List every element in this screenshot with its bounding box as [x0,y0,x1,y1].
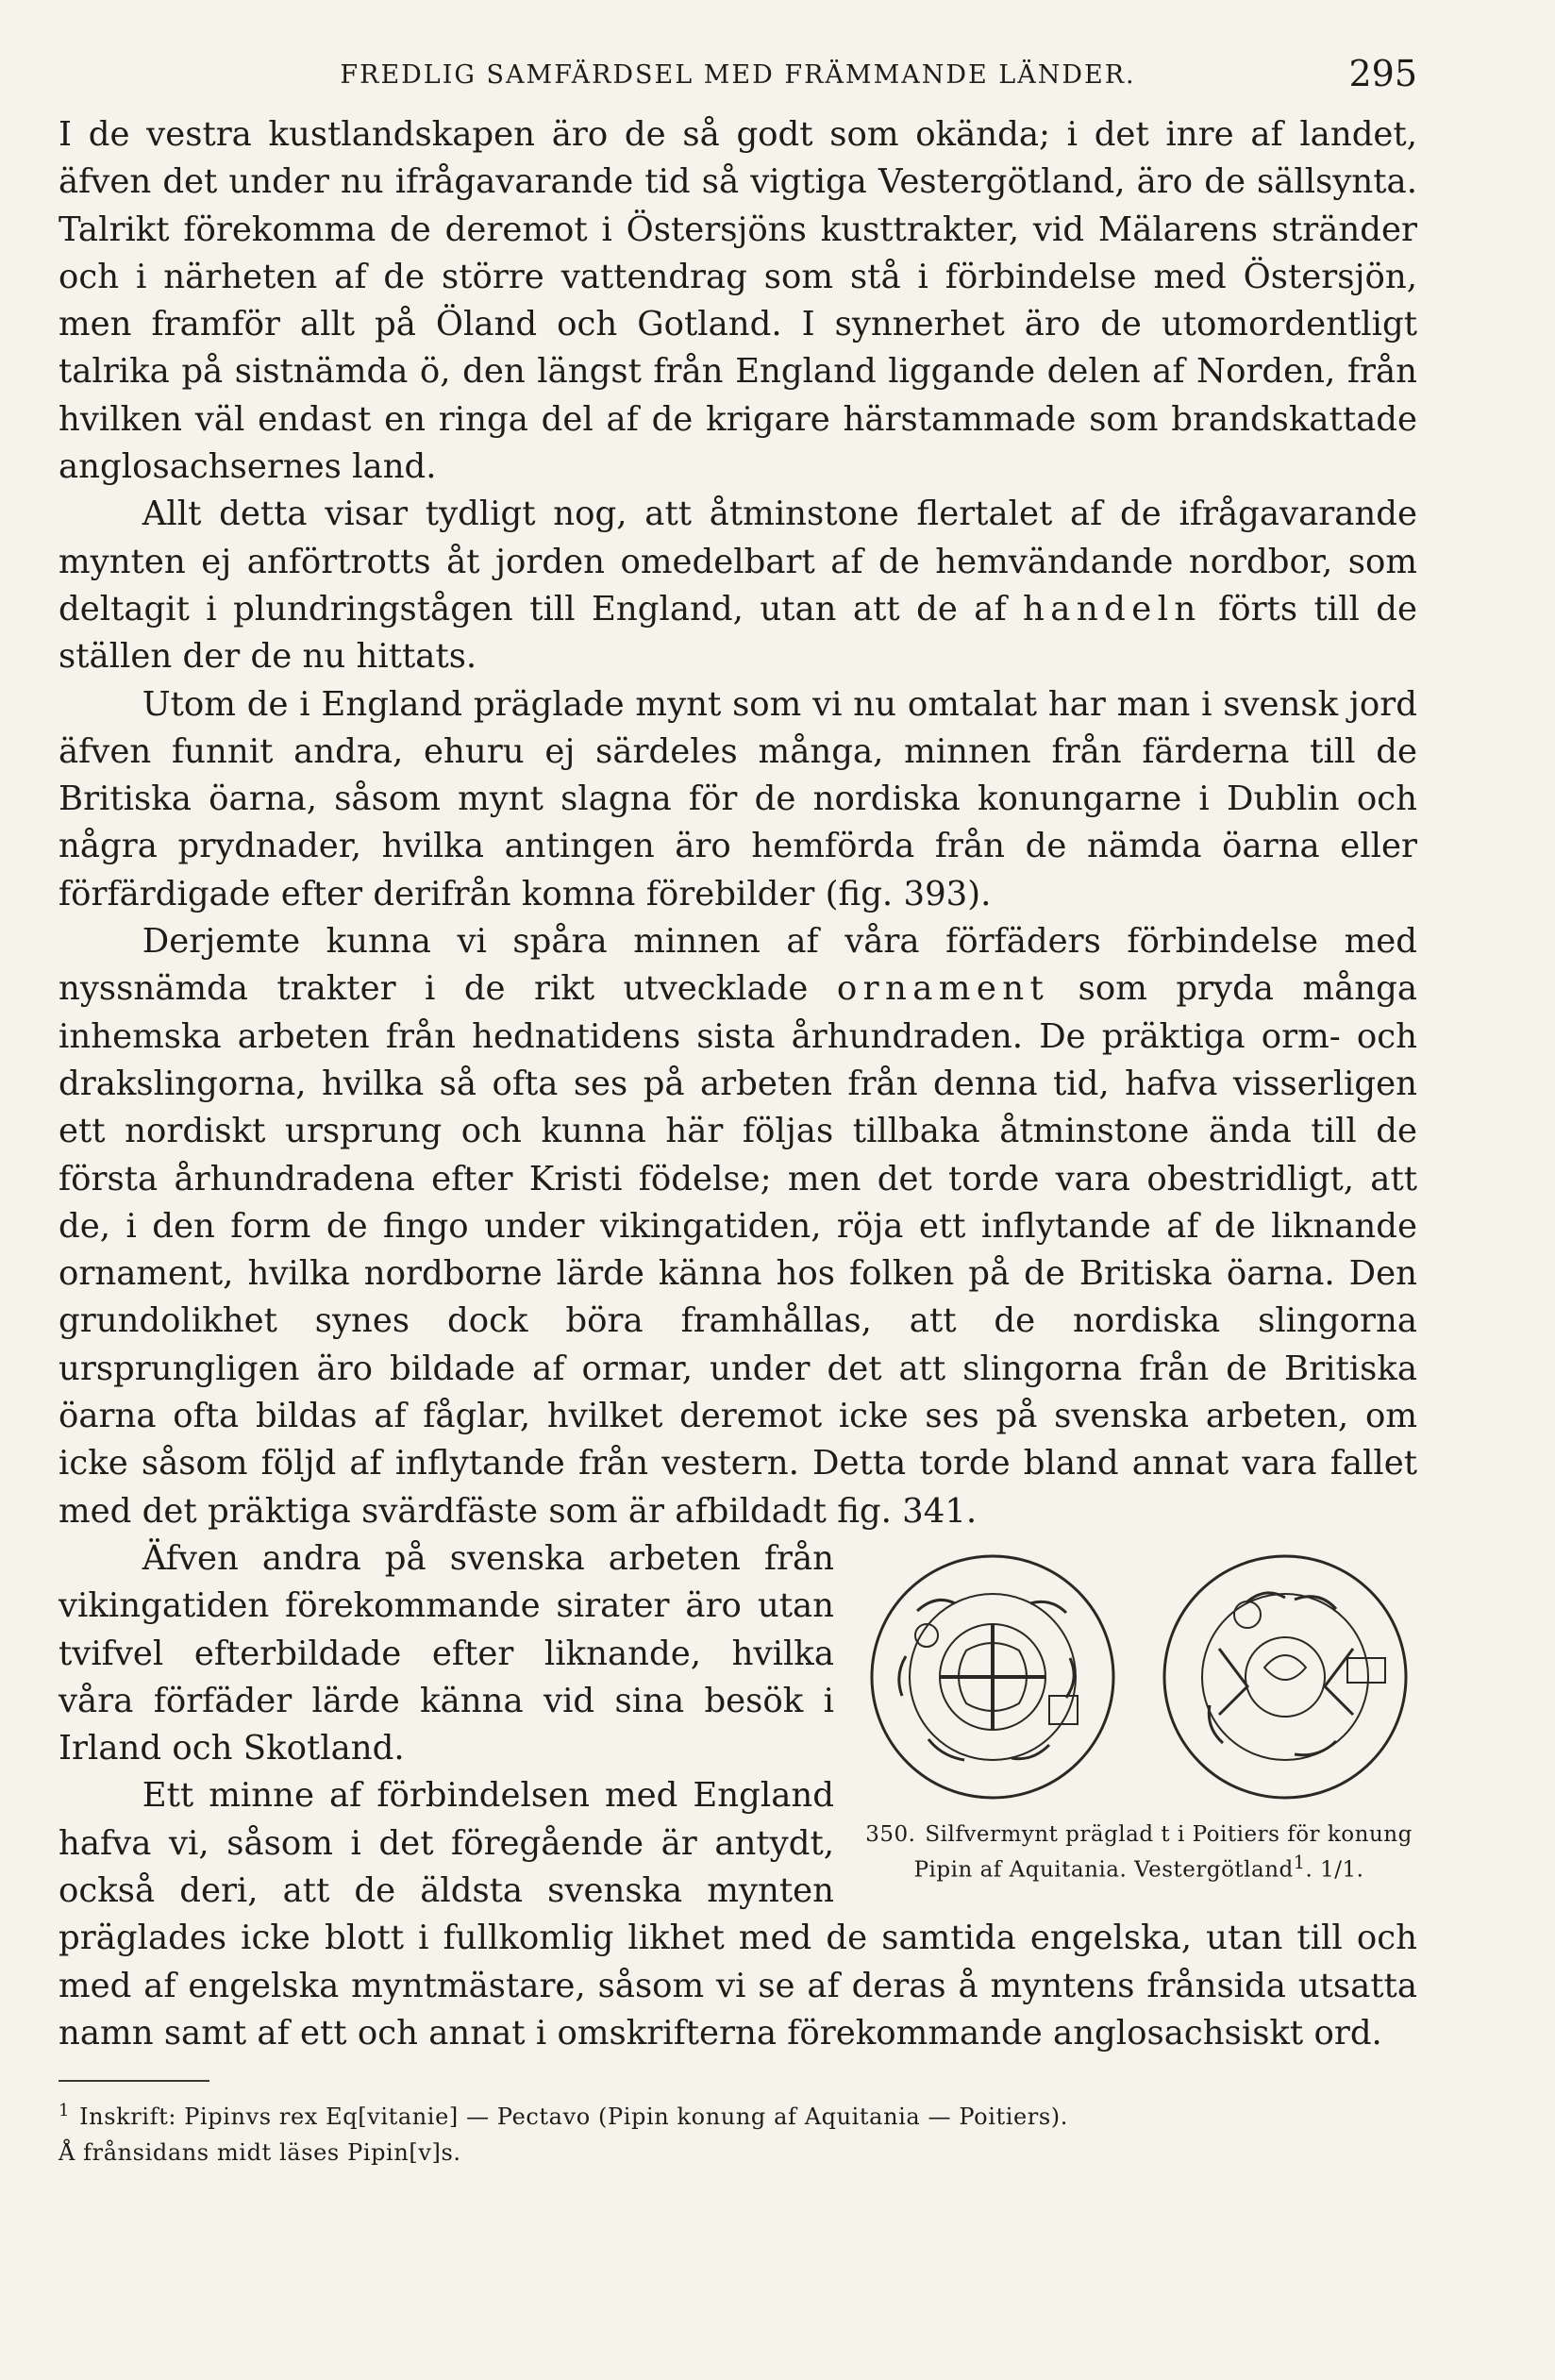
paragraph-2 [59,491,1417,680]
paragraph-2-text-a: Allt detta visar tydligt nog, att åtminstone flertalet af de ifrågavarande mynten ej anförtrotts åt jorden omedelbart af de hemvändande nordbor, som deltagit i plundringstågen till England, utan att de af [59,494,1417,629]
figure-scale: 1/1. [1320,1857,1364,1883]
footnote-marker: 1 [59,2101,71,2121]
paragraph-6: Ett minne af förbindelsen med England hafva vi, såsom i det föregående är antydt, också deri, att de äldsta svenska mynten präglades icke blott i fullkomlig likhet med de samtida engelska, utan till och med af engelska myntmästare, såsom vi se af deras å myntens frånsida utsatta namn samt af ett och annat i omskrifterna förekommande anglosachsiskt ord. [59,1776,1417,2053]
paragraph-4-text-a: Derjemte kunna vi spåra minnen af våra förfäders förbindelse med nyssnämda trakter i de rikt utvecklade [59,922,1417,1009]
running-head [59,53,1417,111]
paragraph-1: I de vestra kustlandskapen äro de så godt som okända; i det inre af landet, äfven det under nu ifrågavarande tid så vigtiga Vestergötland, äro de sällsynta. Talrikt förekomma de deremot i Östersjöns kusttrakter, vid Mälarens stränder och i närheten af de större vattendrag som stå i förbindelse med Östersjön, men framför allt på Öland och Gotland. I synnerhet äro de utomordentligt talrika på sistnämda ö, den längst från England liggande delen af Norden, från hvilken väl endast en ringa del af de krigare härstammade som brandskattade anglosachsernes land. [59,115,1417,487]
figure-caption-footnote-mark: 1 [1293,1851,1306,1873]
running-title: FREDLIG SAMFÄRDSEL MED FRÄMMANDE LÄNDER. [340,60,1136,90]
page-number: 295 [1348,53,1417,94]
coin-pair [861,1545,1417,1809]
paragraph-4-emphasis: ornament [836,969,1050,1009]
footnote-rule [59,2080,209,2082]
paragraph-2-text-b: förts till de ställen der de nu hittats. [59,589,1417,677]
book-page [59,53,1417,2170]
coin-figure [861,1545,1417,1885]
figure-caption-text: Silfvermynt präglad t i Poitiers för konung Pipin af Aquitania. Vestergötland [913,1821,1413,1883]
paragraph-4 [59,918,1417,1535]
body-text [59,111,1417,2057]
paragraph-4-text-b: som pryda många inhemska arbeten från hednatidens sista århundraden. De präktiga orm- och drakslingorna, hvilka så ofta ses på arbeten från denna tid, hafva visserligen ett nordiskt ursprung och kunna här följas tillbaka åtminstone ända till de första århundradena efter Kristi födelse; men det torde vara obestridligt, att de, i den form de fingo under vikingatiden, röja ett inflytande af de liknande ornament, hvilka nordborne lärde känna hos folken på de Britiska öarna. Den grundolikhet synes dock böra framhållas, att de nordiska slingorna ursprungligen äro bildade af ormar, under det att slingorna från de Britiska öarna ofta bildas af fåglar, hvilket deremot icke ses på svenska arbeten, om icke såsom följd af inflytande från vestern. Detta torde bland annat vara fallet med det präktiga svärdfäste som är afbildadt fig. 341. [59,969,1417,1531]
footnote-text-1: Inskrift: Pipinvs rex Eq[vitanie] — Pectavo (Pipin konung af Aquitania — Poitiers). [79,2103,1068,2131]
paragraph-3: Utom de i England präglade mynt som vi nu omtalat har man i svensk jord äfven funnit andra, ehuru ej särdeles många, minnen från färderna till de Britiska öarna, såsom mynt slagna för de nordiska konungarne i Dublin och några prydnader, hvilka antingen äro hemförda från de nämda öarna eller förfärdigade efter derifrån komna förebilder (fig. 393). [59,684,1417,913]
footnote-line-1 [59,2093,1417,2135]
figure-caption: 350. Silfvermynt präglad t i Poitiers för konung Pipin af Aquitania. Vestergötland$^1$. 1/1. [865,1821,1413,1883]
coin-reverse-illustration [1153,1545,1417,1809]
figure-number: 350. [865,1821,916,1847]
paragraph-2-emphasis: handeln [1023,589,1202,629]
paragraph-5: Äfven andra på svenska arbeten från vikingatiden förekommande sirater äro utan tvifvel efterbildade efter liknande, hvilka våra förfäder lärde känna vid sina besök i Irland och Skotland. [59,1538,834,1768]
footnote-line-2: Å frånsidans midt läses Pipin[v]s. [59,2139,461,2167]
coin-obverse-illustration [861,1545,1125,1809]
